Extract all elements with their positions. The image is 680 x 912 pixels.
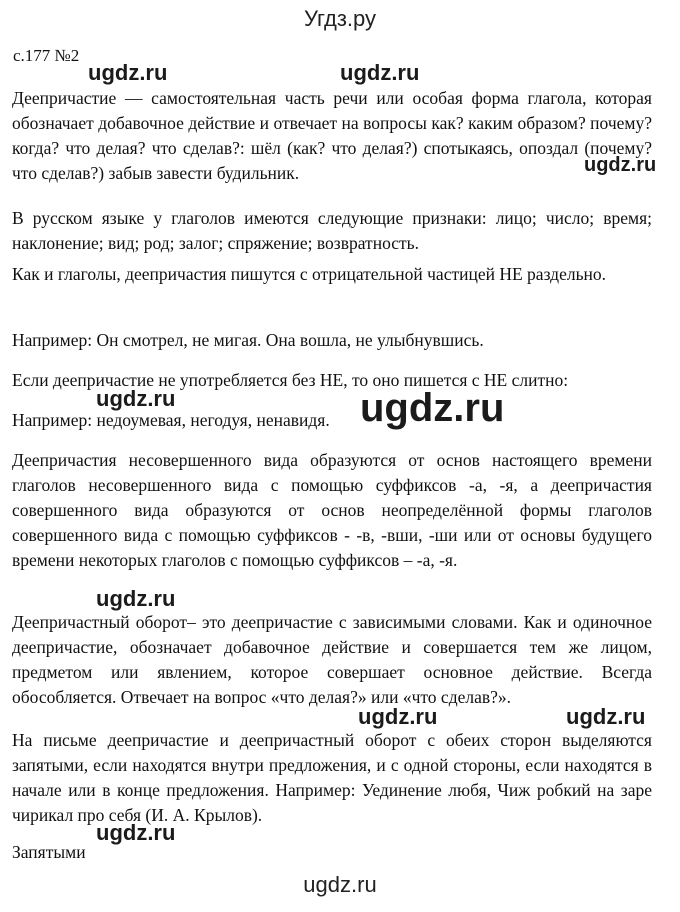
- watermark: ugdz.ru: [360, 386, 505, 430]
- task-reference: с.177 №2: [13, 46, 80, 65]
- watermark: ugdz.ru: [340, 60, 420, 85]
- watermark: ugdz.ru: [88, 60, 168, 85]
- paragraph-answer: Запятыми: [12, 842, 86, 862]
- watermark: ugdz.ru: [96, 386, 176, 411]
- watermark: ugdz.ru: [584, 154, 657, 176]
- paragraph-example-1: Например: Он смотрел, не мигая. Она вошла, не улыбнувшись.: [12, 330, 484, 350]
- watermark: ugdz.ru: [358, 704, 438, 729]
- paragraph-participial-phrase: Деепричастный оборот– это деепричастие с зависимыми словами. Как и одиночное деепричастие, обозначает добавочное действие и совершается тем же лицом, предметом или явлением, которое совершает основное действие. Всегда обособляется. Отвечает на вопрос «что делая?» или «что сделав?».: [12, 612, 652, 707]
- paragraph-verb-features: В русском языке у глаголов имеются следующие признаки: лицо; число; время; наклонение; вид; род; залог; спряжение; возвратность.: [12, 208, 652, 253]
- paragraph-formation: Деепричастия несовершенного вида образуются от основ настоящего времени глаголов несовершенного вида с помощью суффиксов -а, -я, а деепричастия совершенного вида образуются от основ неопределённой формы глаголов совершенного вида с помощью суффиксов - -в, -вши, -ши или от основы будущего времени некоторых глаголов с помощью суффиксов – -а, -я.: [12, 450, 652, 570]
- watermark: ugdz.ru: [96, 820, 176, 845]
- paragraph-definition: Деепричастие — самостоятельная часть речи или особая форма глагола, которая обозначает добавочное действие и отвечает на вопросы как? каким образом? почему? когда? что делая? что сделав?: шёл (как? что делая?) спотыкаясь, опоздал (почему? что сделав?) забыв завести будильник.: [12, 88, 652, 183]
- paragraph-example-2: Например: недоумевая, негодуя, ненавидя.: [12, 410, 330, 430]
- paragraph-ne-separate: Как и глаголы, деепричастия пишутся с отрицательной частицей НЕ раздельно.: [12, 264, 607, 284]
- paragraph-ne-together: Если деепричастие не употребляется без НЕ, то оно пишется с НЕ слитно:: [12, 370, 569, 390]
- paragraph-punctuation: На письме деепричастие и деепричастный оборот с обеих сторон выделяются запятыми, если находятся внутри предложения, и с одной стороны, если находятся в начале или в конце предложения. Например: Уединение любя, Чиж робкий на заре чирикал про себя (И. А. Крылов).: [12, 730, 652, 825]
- watermark: ugdz.ru: [96, 586, 176, 611]
- site-footer: ugdz.ru: [303, 872, 377, 897]
- watermark: ugdz.ru: [566, 704, 646, 729]
- site-title: Угдз.ру: [303, 6, 377, 31]
